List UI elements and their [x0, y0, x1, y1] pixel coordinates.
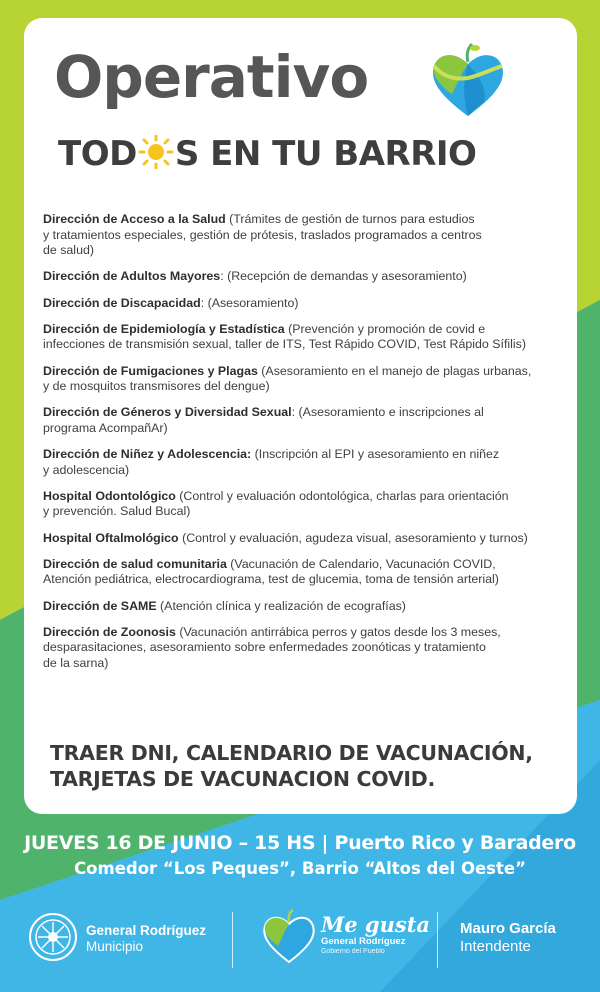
- slogan-subtitle: General Rodríguez: [321, 936, 406, 947]
- heart-logo-icon: [428, 42, 508, 122]
- event-venue: Comedor “Los Peques”, Barrio “Altos del Oeste”: [74, 859, 526, 878]
- list-item: Dirección de Discapacidad: (Asesoramiento): [43, 295, 299, 310]
- municipality-label: Municipio: [86, 939, 144, 954]
- list-item: Hospital Oftalmológico (Control y evaluación, agudeza visual, asesoramiento y turnos): [43, 530, 528, 545]
- sun-icon: [138, 135, 174, 169]
- list-item: Dirección de Acceso a la Salud (Trámites de gestión de turnos para estudios y tratamientos especiales, gestión de prótesis, traslados programados a centros de salud): [43, 212, 482, 258]
- municipality-logo-text: [86, 923, 206, 955]
- list-item: Dirección de Géneros y Diversidad Sexual: (Asesoramiento e inscripciones al programa AcompañAr): [43, 405, 484, 435]
- list-item: Dirección de Epidemiología y Estadística (Prevención y promoción de covid e infecciones de transmisión sexual, taller de ITS, Test Rápido COVID, Test Rápido Sífilis): [43, 321, 526, 352]
- me-gusta-logo-text: [321, 914, 430, 956]
- requirements-note: [50, 740, 560, 792]
- footer-divider: [437, 912, 438, 968]
- municipality-name: General Rodríguez: [86, 923, 207, 938]
- list-item: Dirección de Zoonosis (Vacunación antirrábica perros y gatos desde los 3 meses, desparasitaciones, asesoramiento sobre enfermedades zoonóticas y tratamiento de la sarna): [43, 624, 501, 670]
- slogan-tagline: Gobierno del Pueblo: [321, 948, 385, 955]
- municipal-seal-icon: [28, 912, 78, 962]
- list-item: Dirección de Fumigaciones y Plagas (Asesoramiento en el manejo de plagas urbanas, y de mosquitos transmisores del dengue): [43, 363, 532, 394]
- list-item: Dirección de SAME (Atención clínica y realización de ecografías): [43, 598, 406, 613]
- requirements-line: TRAER DNI, CALENDARIO DE VACUNACIÓN,: [50, 741, 533, 765]
- footer: [0, 900, 600, 992]
- slogan: Me gusta: [321, 912, 430, 937]
- list-item: Dirección de Niñez y Adolescencia: (Inscripción al EPI y asesoramiento en niñez y adolescencia): [43, 447, 500, 477]
- mayor-name: Mauro García: [460, 920, 556, 937]
- event-date-location: JUEVES 16 DE JUNIO – 15 HS | Puerto Rico y Baradero: [24, 832, 576, 854]
- page-title: Operativo: [54, 43, 369, 111]
- mayor-title: Intendente: [460, 938, 531, 955]
- footer-divider: [232, 912, 233, 968]
- me-gusta-heart-icon: [260, 908, 318, 966]
- subtitle: [58, 134, 558, 174]
- list-item: Dirección de salud comunitaria (Vacunación de Calendario, Vacunación COVID, Atención pediátrica, electrocardiograma, test de glucemia, toma de tensión arterial): [43, 556, 499, 587]
- info-card: [24, 18, 577, 814]
- list-item: Dirección de Adultos Mayores: (Recepción de demandas y asesoramiento): [43, 269, 467, 284]
- requirements-line: TARJETAS DE VACUNACION COVID.: [50, 767, 435, 791]
- mayor-credit: [460, 920, 556, 956]
- subtitle-part-1: TOD: [58, 134, 137, 174]
- subtitle-part-2: S EN TU BARRIO: [174, 134, 477, 174]
- event-details: [0, 832, 600, 878]
- services-list: [43, 212, 563, 682]
- list-item: Hospital Odontológico (Control y evaluación odontológica, charlas para orientación y prevención. Salud Bucal): [43, 488, 509, 519]
